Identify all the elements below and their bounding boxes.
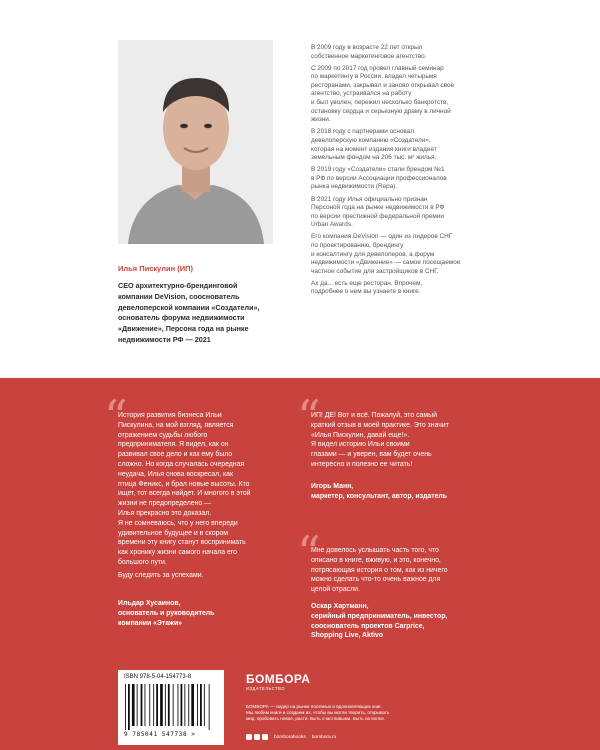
quote-line: ищет, тот всегда найдет. И многого в этой [118, 490, 251, 498]
barcode-bar [141, 684, 143, 726]
bio-line: подробнее о нем вы узнаете в книге. [311, 288, 421, 296]
publisher-links [246, 734, 336, 740]
quote-line: потрясающая история о том, как из ничего [311, 566, 448, 574]
quote-line: интересно и полезно ее читать! [311, 460, 413, 468]
barcode-bar [153, 684, 154, 726]
bio-line: В 2009 году в возрасте 22 лет открыл [311, 44, 423, 51]
barcode-bars [124, 684, 218, 730]
barcode-bar [125, 684, 126, 730]
quote-line: История развития бизнеса Ильи [118, 412, 222, 419]
bio-line: Urban Awards. [311, 221, 353, 229]
author-description-line: «Движение», Персона года на рынке [118, 324, 249, 334]
quote-author-role: сооснователь проектов Carprice, [311, 622, 425, 630]
quote-line: отражением судьбы любого [118, 431, 208, 439]
quote-line: птица Феникс, и брал новые высоты. Кто [118, 480, 250, 488]
author-description-line: компании DeVision, сооснователь [118, 291, 240, 301]
barcode-bar [145, 684, 146, 726]
barcode-digits: 9 785041 547738 > [124, 731, 196, 738]
quote-1-text [118, 411, 283, 581]
bio-paragraph [311, 65, 486, 125]
quote-author-role: серийный предприниматель, инвестор, [311, 612, 448, 620]
barcode-bar [200, 684, 202, 726]
quote-line: Илья прекрасно это доказал. [118, 509, 212, 517]
bio-line: девелоперскую компанию «Создатели», [311, 136, 431, 144]
bio-paragraph [311, 280, 486, 297]
quote-author-role: основатель и руководитель [118, 609, 215, 617]
author-description-line: основатель форума недвижимости [118, 313, 245, 323]
publisher-description-line: БОМБОРА — лидер на рынке полезных и вдохновляющих книг. [246, 704, 382, 709]
bio-line: рынка недвижимости (Repa). [311, 183, 398, 191]
quote-line: времени эту книгу станут воспринимать [118, 539, 246, 547]
bio-paragraph [311, 166, 486, 192]
author-description-line: девелоперской компании «Создатели», [118, 302, 260, 312]
bio-line: остановку сердца и серьезную драму в личной [311, 107, 451, 115]
quote-3-author [311, 602, 491, 641]
barcode-box [118, 670, 224, 745]
bio-line: собственное маркетинговое агентство. [311, 52, 427, 60]
bio-line: недвижимости «Движение» — самое посещаемое [311, 259, 461, 267]
social-network-icon[interactable] [254, 734, 260, 740]
publisher-site[interactable]: bombora.ru [311, 734, 337, 740]
quote-mark-icon: “ [297, 390, 321, 444]
author-photo-illustration [118, 40, 273, 244]
barcode-bar [168, 684, 170, 726]
quote-author-name: Игорь Манн, [311, 483, 354, 490]
bio-line: В 2021 году Илья официально признан [311, 195, 428, 203]
bio-line: жизни. [311, 116, 331, 124]
barcode-bar [156, 684, 158, 726]
barcode-bar [178, 684, 179, 726]
publisher-description-line: Мы любим книги и создаем их, чтобы вы могли творить, открывать [246, 710, 390, 716]
quote-1-author [118, 599, 283, 628]
bio-line: Персоной года на рынке недвижимости в РФ [311, 204, 445, 212]
barcode-bar [128, 684, 130, 730]
barcode-bar [184, 684, 185, 726]
social-network-icon[interactable] [246, 734, 252, 740]
barcode-bar [204, 684, 205, 726]
quote-author-name: Ильдар Хусаинов, [118, 600, 181, 607]
bio-paragraph [311, 196, 486, 230]
bio-line: С 2009 по 2017 год провел главный семинар [311, 64, 444, 72]
author-description-line: недвижимости РФ — 2021 [118, 334, 211, 344]
publisher-description [246, 704, 466, 722]
barcode-bar [181, 684, 183, 726]
quote-line: ИП! ДЕ! Вот и всё. Пожалуй, это самый [311, 412, 437, 419]
quote-mark-icon: “ [297, 526, 321, 580]
bio-line: ресторанами, закрывал и заново открывал свое [311, 81, 455, 89]
barcode-bar [173, 684, 174, 726]
quote-line: Я видел историю Ильи своими [311, 441, 410, 449]
quote-line: «Илья Пискулин, давай еще!». [311, 431, 410, 439]
bio-paragraph [311, 233, 486, 276]
barcode-bar [132, 684, 135, 726]
bio-line: земельным фондом на 206 тыс. м² жилья. [311, 154, 437, 162]
barcode-bar [191, 684, 194, 726]
quote-line: Буду следить за успехами. [118, 571, 204, 579]
quote-line: неудача, Илья снова воскресал, как [118, 470, 234, 478]
bio-line: В 2018 году с партнерами основал [311, 128, 415, 136]
publisher-logo [246, 672, 310, 691]
barcode-bar [165, 684, 166, 726]
publisher-name: БОМБОРА [246, 672, 311, 686]
author-photo [118, 40, 273, 244]
social-icons [246, 734, 268, 740]
quote-author-role: Shopping Live, Aktivo [311, 632, 384, 640]
bio-line: в РФ по версии Ассоциации профессионалов [311, 174, 447, 182]
bio-line: по маркетингу в России, владел четырьмя [311, 73, 437, 81]
quote-line: предпринимателя. Я видел, как он [118, 441, 229, 449]
quote-line: жизни не предопределено — [118, 500, 211, 508]
barcode-bar [188, 684, 189, 726]
quote-line: удивительное будущее и в скором [118, 529, 229, 537]
barcode-bar [160, 684, 163, 726]
barcode-bar [149, 684, 150, 726]
quote-author-name: Оскар Хартманн, [311, 603, 369, 610]
quote-author-role: маркетер, консультант, автор, издатель [311, 492, 448, 500]
barcode-bar [197, 684, 198, 726]
bio-line: Его компания DeVision — один из лидеров СНГ [311, 233, 453, 241]
bio-line: по проектированию, брендингу [311, 241, 404, 249]
bio-line: агентство, устраивался на работу [311, 90, 412, 98]
quote-line: сложно. Но когда случалась очередная [118, 460, 245, 468]
quote-line: краткий отзыв в моей практике. Это значит [311, 421, 449, 429]
quote-author-role: компании «Этажи» [118, 619, 183, 627]
author-description [118, 281, 288, 346]
quote-3-text [311, 546, 491, 595]
bio-line: которая на момент издания книги владеет [311, 145, 437, 153]
bio-line: и консалтингу для девелоперов, а форум [311, 250, 435, 258]
bio-line: Ах да... есть еще ресторан. Впрочем, [311, 279, 423, 287]
quote-line: как хронику жизни самого начала его [118, 549, 237, 557]
bio-line: и был уволен, пережил несколько банкротств, [311, 99, 449, 107]
barcode-bar [137, 684, 138, 726]
quote-line: развивал свое дело и как ему было [118, 451, 233, 459]
publisher-subtitle: ИЗДАТЕЛЬСТВО [246, 686, 285, 691]
author-description-line: CEO архитектурно-брендинговой [118, 281, 238, 290]
publisher-description-line: мир, пробовать новое, расти. Быть счастливыми. Быть на волне. [246, 716, 386, 722]
quote-line: Я не сомневаюсь, что у него впереди [118, 519, 238, 527]
quote-line: большого пути. [118, 558, 167, 566]
social-network-icon[interactable] [262, 734, 268, 740]
quote-2-text [311, 411, 491, 470]
bio-paragraph [311, 44, 486, 61]
author-name: Илья Пискулин (ИП) [118, 264, 193, 273]
bio-paragraph [311, 128, 486, 162]
isbn-label: ISBN 978-5-04-154773-8 [124, 674, 192, 680]
publisher-handle[interactable]: bomborabooks [274, 734, 306, 740]
quote-line: целой отрасли. [311, 586, 360, 594]
quote-line: описано в книге, вживую, и это, конечно, [311, 556, 441, 564]
quote-mark-icon: “ [104, 390, 128, 444]
quote-line: можно сделать что-то очень важное для [311, 576, 441, 584]
bio-line: частное событие для застройщиков в СНГ. [311, 267, 439, 275]
quote-line: Мне довелось услышать часть того, что [311, 547, 439, 554]
quote-2-author [311, 482, 491, 502]
bio-line: В 2019 году «Создатели» стали брендом №1 [311, 166, 445, 174]
quote-line: Пискулина, на мой взгляд, является [118, 421, 234, 429]
quote-line: глазами — и уверен, вам будет очень [311, 451, 432, 459]
bio-line: по версии престижной федеральной премии [311, 212, 444, 220]
barcode-bar [209, 684, 210, 730]
author-biography [311, 44, 486, 301]
